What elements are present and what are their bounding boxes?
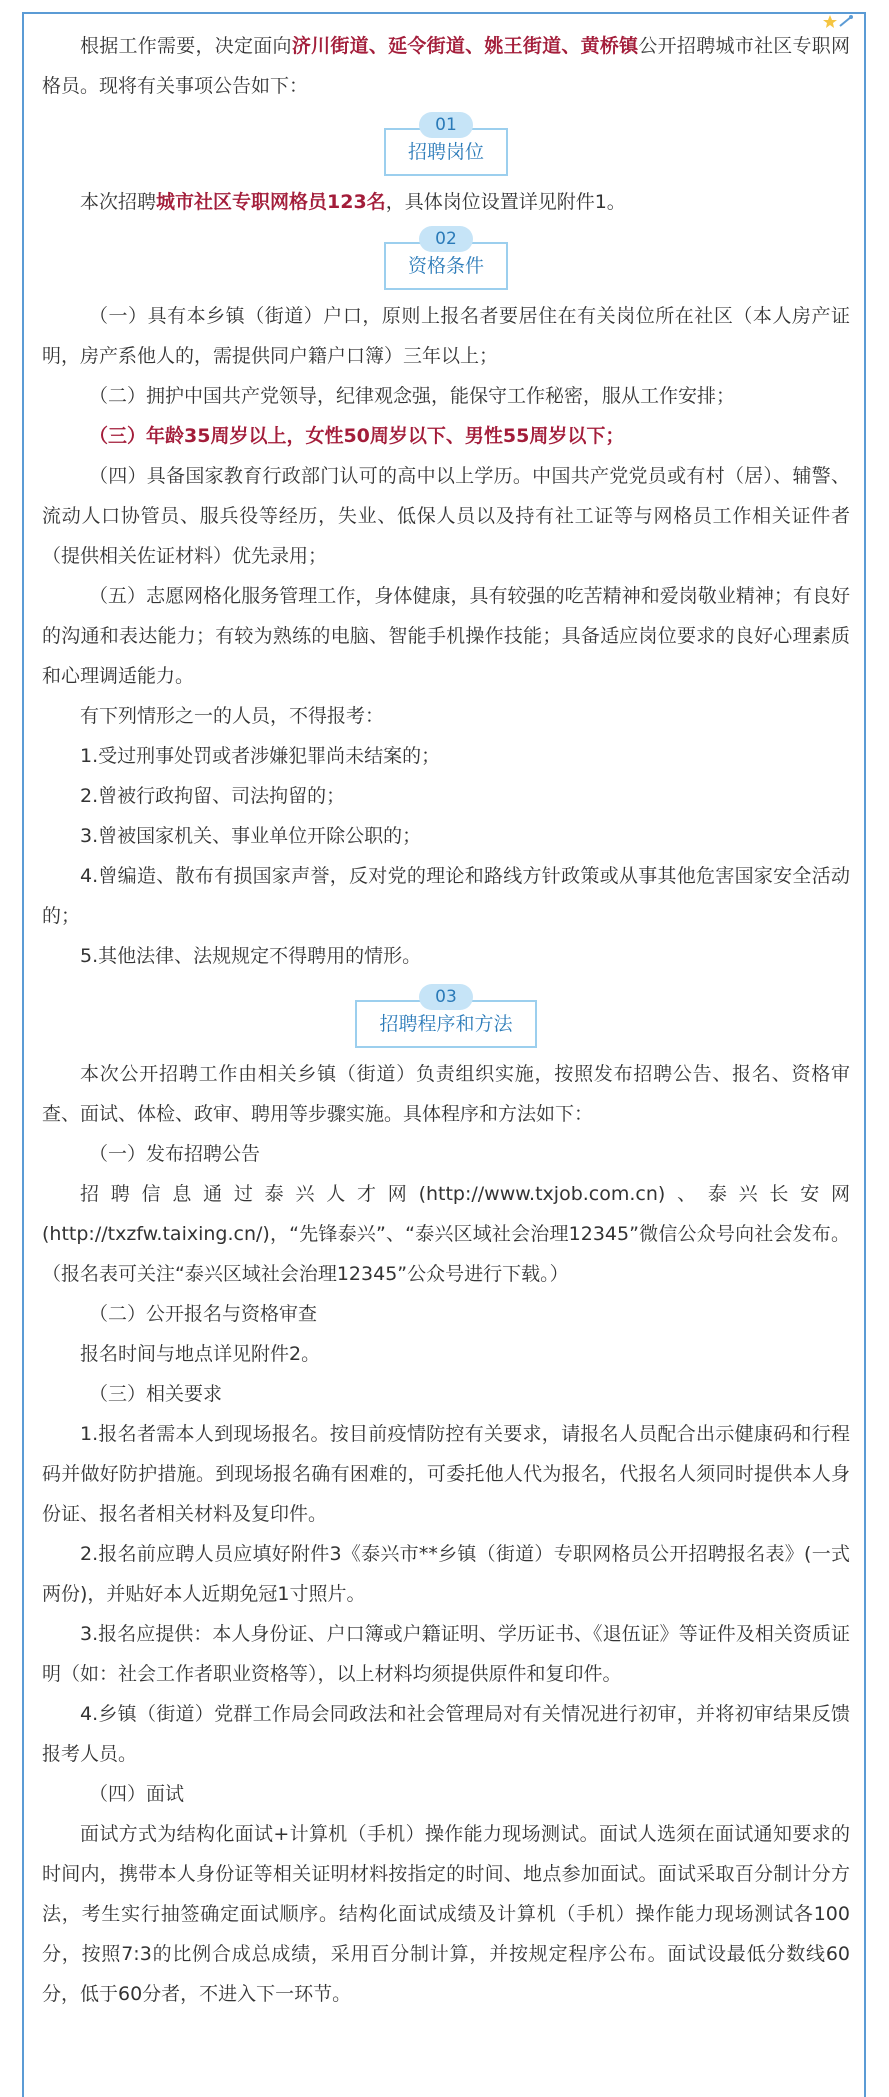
requirement-2: 2.报名前应聘人员应填好附件3《泰兴市**乡镇（街道）专职网格员公开招聘报名表》(一式两份)，并贴好本人近期免冠1寸照片。 [42, 1543, 850, 1605]
condition-5: （五）志愿网格化服务管理工作，身体健康，具有较强的吃苦精神和爱岗敬业精神；有良好的沟通和表达能力；有较为熟练的电脑、智能手机操作技能；具备适应岗位要求的良好心理素质和心理调适能力。 [42, 585, 850, 687]
subsection-1-title: （一）发布招聘公告 [89, 1143, 261, 1165]
section-number-2: 02 [419, 226, 473, 252]
exclusion-1: 1.受过刑事处罚或者涉嫌犯罪尚未结案的； [80, 745, 441, 767]
exclusion-3: 3.曾被国家机关、事业单位开除公职的； [80, 825, 422, 847]
condition-4: （四）具备国家教育行政部门认可的高中以上学历。中国共产党党员或有村（居）、辅警、流动人口协管员、服兵役等经历，失业、低保人员以及持有社工证等与网格员工作相关证件者（提供相关佐证材料）优先录用； [42, 465, 850, 567]
section-title-3: 招聘程序和方法 [355, 1000, 536, 1048]
age-highlight: 年龄35周岁以上，女性50周岁以下、男性55周岁以下； [146, 425, 625, 447]
exclusion-4: 4.曾编造、散布有损国家声誉，反对党的理论和路线方针政策或从事其他危害国家安全活动的； [42, 865, 850, 927]
procedure-intro: 本次公开招聘工作由相关乡镇（街道）负责组织实施，按照发布招聘公告、报名、资格审查、面试、体检、政审、聘用等步骤实施。具体程序和方法如下： [42, 1063, 850, 1125]
condition-2: （二）拥护中国共产党领导，纪律观念强，能保守工作秘密，服从工作安排； [89, 385, 736, 407]
section-title-2: 资格条件 [384, 242, 508, 290]
positions-highlight: 城市社区专职网格员123名 [156, 191, 386, 213]
exclusion-2: 2.曾被行政拘留、司法拘留的； [80, 785, 346, 807]
section-number-3: 03 [419, 984, 473, 1010]
section-number-1: 01 [419, 112, 473, 138]
subsection-4-text: 面试方式为结构化面试+计算机（手机）操作能力现场测试。面试人选须在面试通知要求的时间内，携带本人身份证等相关证明材料按指定的时间、地点参加面试。面试采取百分制计分方法，考生实行抽签确定面试顺序。结构化面试成绩及计算机（手机）操作能力现场测试各100分，按照7:3的比例合成总成绩，采用百分制计算，并按规定程序公布。面试设最低分数线60分，低于60分者，不进入下一环节。 [42, 1823, 850, 2005]
condition-1: （一）具有本乡镇（街道）户口，原则上报名者要居住在有关岗位所在社区（本人房产证明，房产系他人的，需提供同户籍户口簿）三年以上； [42, 305, 850, 367]
requirement-4: 4.乡镇（街道）党群工作局会同政法和社会管理局对有关情况进行初审，并将初审结果反馈报考人员。 [42, 1703, 850, 1765]
section-header-1 [42, 112, 850, 176]
section-header-3 [42, 984, 850, 1048]
subsection-2-text: 报名时间与地点详见附件2。 [80, 1343, 321, 1365]
section-header-2 [42, 226, 850, 290]
subsection-2-title: （二）公开报名与资格审查 [89, 1303, 318, 1325]
intro-paragraph: 根据工作需要，决定面向济川街道、延令街道、姚王街道、黄桥镇公开招聘城市社区专职网格员。现将有关事项公告如下： [42, 35, 850, 97]
exclusion-intro: 有下列情形之一的人员，不得报考： [80, 705, 385, 727]
subsection-1-text: 招聘信息通过泰兴人才网(http://www.txjob.com.cn)、泰兴长安网(http://txzfw.taixing.cn/)，“先锋泰兴”、“泰兴区域社会治理12345”微信公众号向社会发布。（报名表可关注“泰兴区域社会治理12345”公众号进行下载。） [42, 1183, 850, 1285]
intro-highlight: 济川街道、延令街道、姚王街道、黄桥镇 [291, 35, 639, 57]
requirement-1: 1.报名者需本人到现场报名。按目前疫情防控有关要求，请报名人员配合出示健康码和行程码并做好防护措施。到现场报名确有困难的，可委托他人代为报名，代报名人须同时提供本人身份证、报名者相关材料及复印件。 [42, 1423, 850, 1525]
positions-paragraph: 本次招聘城市社区专职网格员123名，具体岗位设置详见附件1。 [80, 191, 626, 213]
article-content [42, 26, 850, 2014]
subsection-3-title: （三）相关要求 [89, 1383, 223, 1405]
condition-3: （三）年龄35周岁以上，女性50周岁以下、男性55周岁以下； [89, 425, 625, 447]
exclusion-5: 5.其他法律、法规规定不得聘用的情形。 [80, 945, 422, 967]
requirement-3: 3.报名应提供：本人身份证、户口簿或户籍证明、学历证书、《退伍证》等证件及相关资质证明（如：社会工作者职业资格等），以上材料均须提供原件和复印件。 [42, 1623, 850, 1685]
section-title-1: 招聘岗位 [384, 128, 508, 176]
subsection-4-title: （四）面试 [89, 1783, 185, 1805]
